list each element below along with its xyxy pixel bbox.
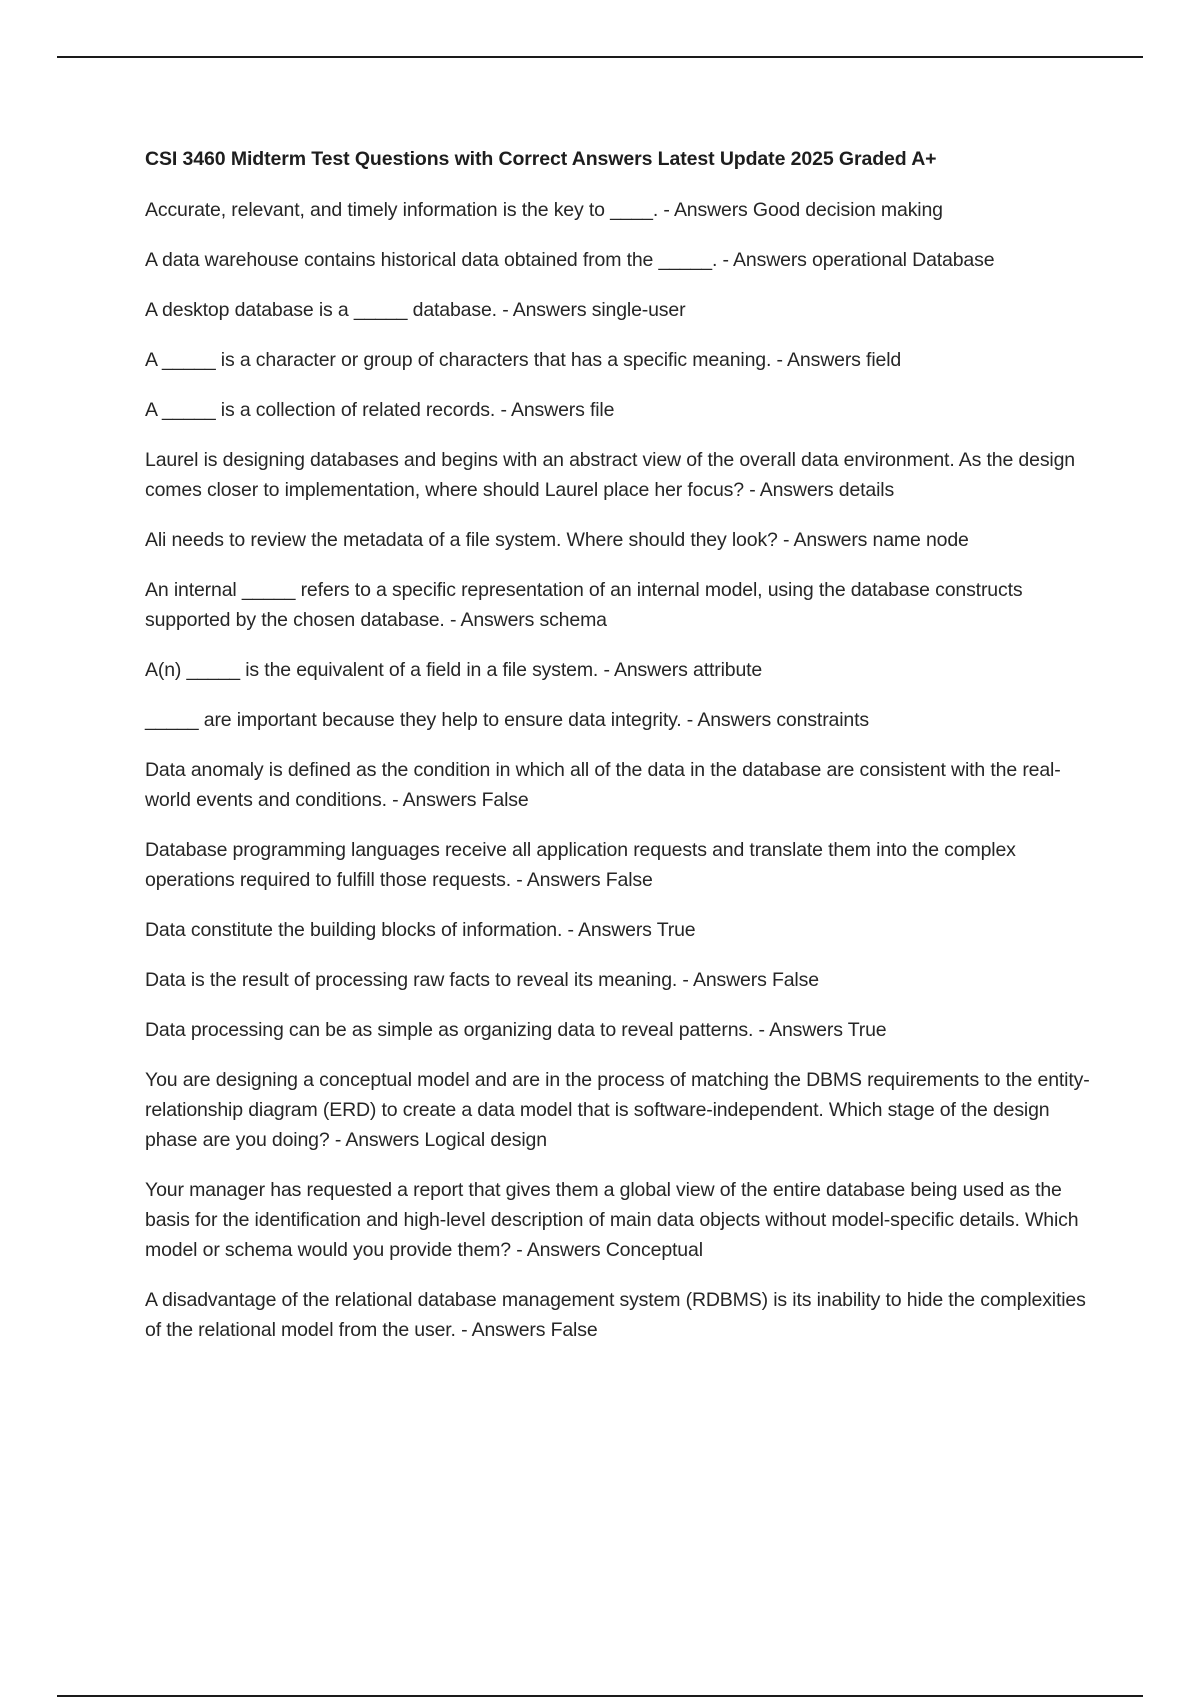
qa-item-14: Data is the result of processing raw facts to reveal its meaning. - Answers False [145, 969, 819, 991]
document-title: CSI 3460 Midterm Test Questions with Correct Answers Latest Update 2025 Graded A+ [145, 148, 937, 170]
qa-item-7: Ali needs to review the metadata of a file system. Where should they look? - Answers name node [145, 529, 969, 551]
qa-item-16: You are designing a conceptual model and are in the process of matching the DBMS requirements to the entity-relationship diagram (ERD) to create a data model that is software-independent. Which stage of the design phase are you doing? - Answers Logical design [145, 1069, 1090, 1151]
qa-item-10: _____ are important because they help to ensure data integrity. - Answers constraints [145, 709, 869, 731]
qa-item-15: Data processing can be as simple as organizing data to reveal patterns. - Answers True [145, 1019, 887, 1041]
qa-item-12: Database programming languages receive all application requests and translate them into the complex operations required to fulfill those requests. - Answers False [145, 839, 1016, 891]
qa-item-17: Your manager has requested a report that gives them a global view of the entire database being used as the basis for the identification and high-level description of main data objects without model-specific details. Which model or schema would you provide them? - Answers Conceptual [145, 1179, 1079, 1261]
qa-item-9: A(n) _____ is the equivalent of a field in a file system. - Answers attribute [145, 659, 763, 681]
qa-item-3: A desktop database is a _____ database. - Answers single-user [145, 299, 686, 321]
qa-item-8: An internal _____ refers to a specific representation of an internal model, using the database constructs supported by the chosen database. - Answers schema [145, 579, 1023, 631]
document-body [145, 145, 1095, 1365]
qa-item-4: A _____ is a character or group of characters that has a specific meaning. - Answers field [145, 349, 902, 371]
qa-item-13: Data constitute the building blocks of information. - Answers True [145, 919, 696, 941]
qa-item-11: Data anomaly is defined as the condition in which all of the data in the database are consistent with the real-world events and conditions. - Answers False [145, 759, 1061, 811]
qa-item-6: Laurel is designing databases and begins with an abstract view of the overall data environment. As the design comes closer to implementation, where should Laurel place her focus? - Answers details [145, 449, 1075, 501]
header-rule [57, 56, 1143, 58]
qa-item-5: A _____ is a collection of related records. - Answers file [145, 399, 615, 421]
qa-item-1: Accurate, relevant, and timely information is the key to ____. - Answers Good decision making [145, 199, 943, 221]
qa-item-2: A data warehouse contains historical data obtained from the _____. - Answers operational Database [145, 249, 995, 271]
qa-item-18: A disadvantage of the relational database management system (RDBMS) is its inability to hide the complexities of the relational model from the user. - Answers False [145, 1289, 1086, 1341]
footer-rule [57, 1695, 1143, 1697]
